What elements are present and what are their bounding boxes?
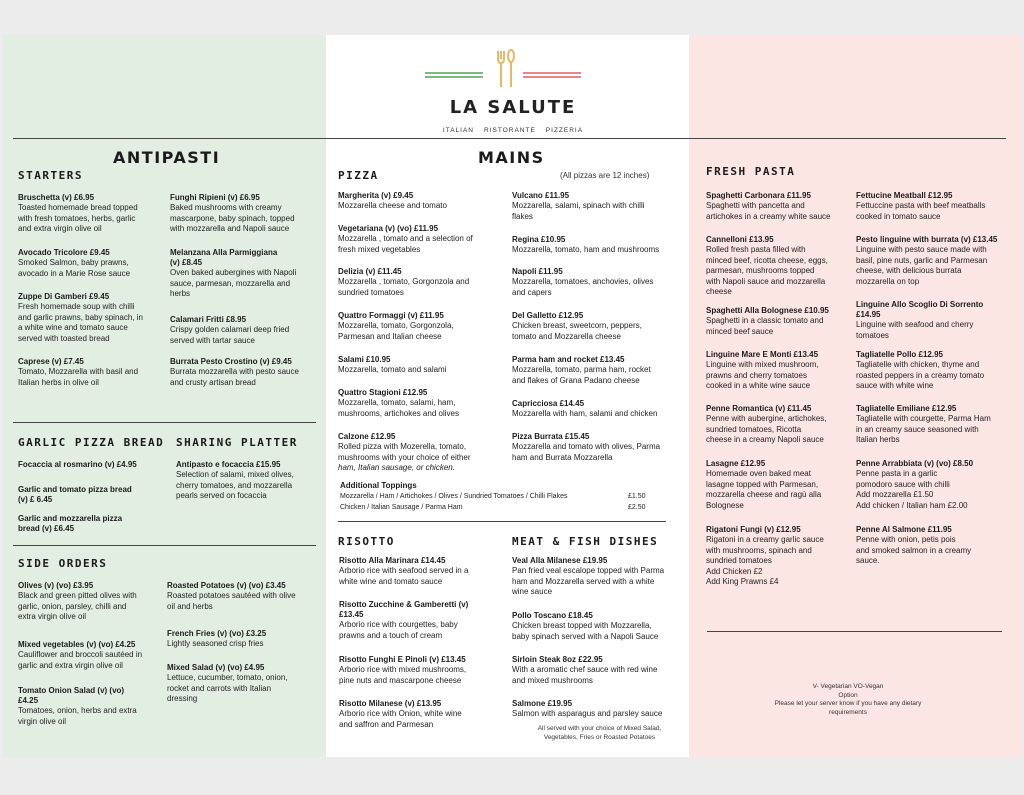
item-desc: Burrata mozzarella with pesto sauce — [170, 367, 299, 376]
item-desc: with Napoli sauce and mozzarella — [706, 276, 826, 286]
item-desc: Tomatoes, onion, herbs and extra — [18, 706, 137, 715]
item-desc: Smoked Salmon, baby prawns, — [18, 258, 129, 267]
item-desc: minced beef, ricotta cheese, eggs, — [706, 255, 828, 265]
menu-item — [512, 399, 684, 420]
menu-item — [338, 432, 508, 474]
item-name: Spaghetti Carbonara £11.95 — [706, 191, 811, 200]
item-name: Rigatoni Fungi (v) £12.95 — [706, 525, 801, 534]
item-desc: Italian herbs — [856, 435, 900, 444]
item-desc: Mozzarella , tomato, Gorgonzola and — [338, 277, 470, 286]
item-name: Roasted Potatoes (v) (vo) £3.45 — [167, 581, 286, 590]
menu-item — [18, 248, 168, 279]
item-name: Penne Arrabbiata (v) (vo) £8.50 — [856, 459, 974, 468]
item-name: Sirloin Steak 8oz £22.95 — [512, 655, 603, 664]
item-name-cont: (v) £8.45 — [170, 258, 203, 267]
item-desc: ham and Burrata Mozzarella — [512, 452, 613, 462]
menu-item — [170, 357, 320, 388]
item-desc: Mozzarella, tomato, salami, ham, — [338, 398, 456, 407]
restaurant-name: LA SALUTE — [449, 97, 577, 118]
item-desc: avocado in a Marie Rose sauce — [18, 268, 131, 278]
menu-item — [338, 355, 508, 376]
item-desc: and smoked salmon in a creamy — [856, 545, 972, 555]
menu-item — [856, 404, 1016, 446]
item-desc: Italian herbs in olive oil — [18, 377, 99, 387]
menu-item — [170, 193, 320, 235]
item-name: Quattro Stagioni £12.95 — [338, 388, 428, 397]
item-desc: With a aromatic chef sauce with red wine — [512, 665, 658, 674]
item-desc: cheese in a creamy Napoli sauce — [706, 435, 824, 444]
tagline-italian: ITALIAN — [442, 127, 475, 134]
item-name: Caprese (v) £7.45 — [18, 357, 84, 366]
item-name: Margherita (v) £9.45 — [338, 191, 414, 200]
item-name: Burrata Pesto Crostino (v) £9.45 — [170, 357, 292, 366]
item-desc: pine nuts and mascarpone cheese — [339, 675, 462, 685]
item-name: Lasagne £12.95 — [706, 459, 766, 468]
item-desc: with mozzarella and Napoli sauce — [170, 224, 290, 233]
item-name: Calamari Fritti £8.95 — [170, 315, 247, 324]
pink-band — [689, 35, 1021, 757]
item-name: Antipasto e focaccia £15.95 — [176, 460, 281, 469]
item-desc: Salmon with asparagus and parsley sauce — [512, 709, 663, 718]
item-name: Spaghetti Alla Bolognese £10.95 — [706, 306, 829, 315]
item-desc: Roasted potatoes sautéed with olive — [167, 591, 296, 600]
item-desc: Add mozzarella £1.50 — [856, 490, 934, 499]
item-name-cont: £4.25 — [18, 696, 39, 705]
menu-item — [338, 191, 508, 212]
item-desc: a white wine and tomato sauce — [18, 323, 128, 332]
item-name: Salmone £19.95 — [512, 699, 573, 708]
item-desc: prawns and cherry tomatoes — [706, 370, 807, 380]
item-desc: Add Chicken £2 — [706, 566, 763, 576]
menu-item — [167, 663, 322, 705]
menu-item — [339, 600, 509, 641]
item-desc: and saffron and Parmesan — [339, 719, 434, 729]
menu-item — [512, 611, 687, 642]
item-desc: pomodoro sauce with chilli — [856, 479, 950, 489]
menu-item — [167, 629, 322, 650]
menu-item — [706, 459, 854, 511]
item-name-cont: (v) £ 6.45 — [18, 495, 53, 504]
tagline-ristorante: RISTORANTE — [484, 127, 536, 134]
item-desc: cooked in tomato sauce — [856, 211, 941, 221]
item-desc: dressing — [167, 694, 198, 703]
item-name-cont: £14.95 — [856, 310, 881, 319]
item-desc: Parmesan and Italian cheese — [338, 331, 442, 341]
menu-item — [338, 388, 508, 419]
pizza-note: (All pizzas are 12 inches) — [560, 171, 650, 180]
item-desc: Rolled fresh pasta filled with — [706, 245, 806, 254]
menu-item — [856, 235, 1016, 287]
item-name: Delizia (v) £11.45 — [338, 267, 402, 276]
menu-item — [706, 235, 854, 298]
item-desc: cheese — [706, 287, 732, 296]
item-name: Del Galletto £12.95 — [512, 311, 584, 320]
item-desc: Lettuce, cucumber, tomato, onion, — [167, 673, 288, 682]
divider — [707, 631, 1002, 632]
toppings-row-price: £2.50 — [628, 504, 646, 511]
item-name: Pollo Toscano £18.45 — [512, 611, 593, 620]
menu-item — [856, 300, 1016, 341]
menu-item — [512, 267, 684, 298]
item-desc: Selection of salami, mixed olives, — [176, 470, 294, 479]
item-name: Melanzana Alla Parmiggiana — [170, 248, 278, 257]
item-desc: Spaghetti in a classic tomato and — [706, 316, 824, 325]
mains-heading: MAINS — [478, 148, 545, 167]
item-name: Penne Al Salmone £11.95 — [856, 525, 952, 534]
menu-item — [706, 191, 854, 222]
dietary-footer — [748, 683, 948, 717]
item-desc: tomato and Mozzarella cheese — [512, 331, 621, 341]
item-desc: cherry tomatoes, and mozzarella — [176, 480, 293, 490]
item-name: Pizza Burrata £15.45 — [512, 432, 590, 441]
header — [423, 45, 603, 145]
item-desc: Mozzarella, tomato and salami — [338, 365, 447, 374]
item-name: Penne Romantica (v) £11.45 — [706, 404, 812, 413]
item-desc: garlic, onion, parsley, chilli and — [18, 601, 127, 611]
item-desc: oil and herbs — [167, 601, 213, 611]
item-desc: extra virgin olive oil — [18, 612, 87, 621]
menu-item — [18, 686, 168, 727]
item-name: Pesto linguine with burrata (v) £13.45 — [856, 235, 998, 244]
item-name: Tagliatelle Pollo £12.95 — [856, 350, 943, 359]
item-name: Capricciosa £14.45 — [512, 399, 585, 408]
menu-item — [856, 350, 1016, 392]
item-desc: Linguine with pesto sauce made with — [856, 245, 987, 254]
item-name: Vegetariana (v) (vo) £11.95 — [338, 224, 439, 233]
item-name: Garlic and mozzarella pizza — [18, 514, 123, 523]
item-desc: minced beef sauce — [706, 326, 774, 336]
item-name: Mixed vegetables (v) (vo) £4.25 — [18, 640, 136, 649]
fresh-pasta-heading: FRESH PASTA — [706, 165, 796, 178]
item-name: Veal Alla Milanese £19.95 — [512, 556, 608, 565]
menu-item — [338, 267, 508, 298]
menu-item — [18, 460, 168, 470]
item-name: Tagliatelle Emiliane £12.95 — [856, 404, 957, 413]
menu-item — [18, 485, 168, 505]
footer-line: requirements — [829, 708, 867, 716]
menu-item — [167, 581, 322, 612]
menu-item — [512, 432, 684, 463]
footer-line: Option — [838, 691, 858, 699]
item-desc: with mushrooms, spinach and — [706, 545, 812, 555]
item-desc: garlic and extra virgin olive oil — [18, 660, 123, 670]
menu-item — [339, 655, 509, 686]
item-name: Bruschetta (v) £6.95 — [18, 193, 95, 202]
menu-item — [856, 191, 1016, 222]
menu-item — [18, 193, 168, 235]
item-desc: Tomato, Mozzarella with basil and — [18, 367, 139, 376]
item-desc: and crusty artisan bread — [170, 377, 256, 387]
item-name: Parma ham and rocket £13.45 — [512, 355, 625, 364]
item-name: French Fries (v) (vo) £3.25 — [167, 629, 267, 638]
pizza-heading: PIZZA — [338, 169, 379, 182]
item-name: Vulcano £11.95 — [512, 191, 570, 200]
toppings-row-text: Mozzarella / Ham / Artichokes / Olives / Sundried Tomatoes / Chilli Flakes — [340, 493, 568, 500]
item-name: Napoli £11.95 — [512, 267, 563, 276]
menu-item — [18, 581, 168, 623]
menu-item — [856, 459, 1016, 511]
menu-item — [18, 640, 168, 671]
item-desc: mozzarella cheese and ragù alla — [706, 490, 822, 499]
item-name: Linguine Mare E Monti £13.45 — [706, 350, 819, 359]
item-name: Tomato Onion Salad (v) (vo) — [18, 686, 125, 695]
item-desc: served with tartar sauce — [170, 335, 255, 345]
item-desc: rocket and carrots with Italian — [167, 683, 272, 693]
item-desc: Mozzarella , tomato and a selection of — [338, 234, 473, 243]
antipasti-heading: ANTIPASTI — [113, 148, 221, 167]
item-desc: Linguine with seafood and cherry — [856, 320, 974, 329]
item-desc: Penne with aubergine, artichokes, — [706, 414, 827, 423]
toppings-row-text: Chicken / Italian Sausage / Parma Ham — [340, 504, 463, 511]
menu-item — [512, 556, 687, 598]
item-desc: mozzarella on top — [856, 276, 920, 286]
cutlery-logo-icon — [423, 45, 603, 95]
menu-item — [512, 235, 684, 256]
sharing-platter-heading: SHARING PLATTER — [176, 436, 298, 449]
item-desc: Mozzarella and tomato with olives, Parma — [512, 442, 661, 451]
item-desc: pearls served on focaccia — [176, 491, 267, 500]
item-name: Risotto Funghi E Pinoli (v) £13.45 — [339, 655, 466, 664]
menu-item — [170, 315, 320, 346]
item-desc: mushrooms, artichokes and olives — [338, 408, 459, 418]
menu-item — [512, 699, 687, 720]
footer-line: V- Vegetarian VO-Vegan — [812, 683, 884, 690]
item-desc: Crispy golden calamari deep fried — [170, 325, 290, 334]
menu-item — [18, 514, 168, 534]
item-desc: Penne with onion, petis pois — [856, 535, 956, 544]
item-desc: and flakes of Grana Padano cheese — [512, 375, 640, 385]
divider — [13, 422, 316, 423]
item-desc: Rolled pizza with Mozerella, tomato, — [338, 442, 467, 451]
item-name: Linguine Allo Scoglio Di Sorrento — [856, 300, 984, 309]
menu-item — [338, 311, 508, 342]
item-desc: Mozzarella, salami, spinach with chilli — [512, 201, 645, 210]
item-name-cont: bread (v) £6.45 — [18, 524, 75, 533]
item-name: Quattro Formaggi (v) £11.95 — [338, 311, 444, 320]
menu-item — [176, 460, 321, 502]
item-desc: sauce. — [856, 556, 880, 565]
item-desc: Fettuccine pasta with beef meatballs — [856, 201, 986, 210]
item-desc: cheese, with delicious burrata — [856, 266, 962, 275]
item-desc: herbs — [170, 289, 191, 298]
item-name: Funghi Ripieni (v) £6.95 — [170, 193, 260, 202]
starters-heading: STARTERS — [18, 169, 83, 182]
item-desc: prawns and a touch of cream — [339, 630, 443, 640]
footnote-line: Vegetables, Fries or Roasted Potatoes — [543, 733, 656, 741]
item-desc: parmesan, mushrooms topped — [706, 266, 815, 275]
item-desc: Mozzarella, tomato, parma ham, rocket — [512, 365, 651, 374]
item-name: Fettucine Meatball £12.95 — [856, 191, 953, 200]
item-desc: Chicken breast, sweetcorn, peppers, — [512, 321, 642, 330]
item-desc: baby spinach served with a Napoli Sauce — [512, 631, 659, 641]
item-desc: ham and Mozzarella served with a white — [512, 576, 655, 586]
item-name: Cannelloni £13.95 — [706, 235, 774, 244]
item-desc: Baked mushrooms with creamy — [170, 203, 282, 212]
risotto-heading: RISOTTO — [338, 535, 395, 548]
footnote-line: All served with your choice of Mixed Salad, — [537, 725, 662, 732]
item-name: Risotto Milanese (v) £13.95 — [339, 699, 442, 708]
menu-item — [856, 525, 1016, 567]
item-desc: Oven baked aubergines with Napoli — [170, 268, 297, 277]
item-desc: with fresh tomatoes, herbs, garlic — [18, 213, 136, 223]
item-desc: Toasted homemade bread topped — [18, 203, 138, 212]
item-desc: fresh mixed vegetables — [338, 244, 421, 254]
menu-item — [170, 248, 320, 300]
mains-footnote — [512, 725, 687, 742]
item-desc: lasagne topped with Parmesan, — [706, 479, 819, 489]
menu-item — [512, 355, 684, 386]
menu-item — [18, 292, 168, 344]
menu-item — [512, 311, 684, 342]
item-desc: and garlic prawns, baby spinach, in — [18, 312, 143, 322]
item-name: Olives (v) (vo) £3.95 — [18, 581, 94, 590]
menu-item — [339, 556, 509, 587]
toppings-row-price: £1.50 — [628, 493, 646, 500]
item-desc: and mixed mushrooms — [512, 675, 593, 685]
item-desc: ham, Italian sausage, or chicken. — [338, 463, 455, 472]
item-desc: Tagliatelle with chicken, thyme and — [856, 360, 980, 369]
item-desc: Penne pasta in a garlic — [856, 469, 938, 478]
item-desc: Add King Prawns £4 — [706, 577, 779, 586]
item-desc: Mozzarella, tomato, ham and mushrooms — [512, 245, 660, 254]
menu-item — [512, 191, 684, 222]
item-desc: and capers — [512, 287, 552, 297]
side-orders-heading: SIDE ORDERS — [18, 557, 108, 570]
item-name: Salami £10.95 — [338, 355, 391, 364]
item-desc: Cauliflower and broccoli sautéed in — [18, 650, 143, 659]
item-name: Calzone £12.95 — [338, 432, 396, 441]
item-desc: mushrooms with your choice of either — [338, 452, 471, 462]
tagline-pizzeria: PIZZERIA — [545, 127, 584, 134]
item-desc: Pan fried veal escalope topped with Parma — [512, 566, 665, 575]
item-desc: Add chicken / Italian ham £2.00 — [856, 500, 968, 510]
menu-item — [706, 404, 854, 446]
menu-item — [18, 357, 168, 388]
toppings-heading: Additional Toppings — [340, 481, 417, 490]
item-desc: Linguine with mixed mushroom, — [706, 360, 819, 369]
item-desc: Arborio rice with Onion, white wine — [339, 709, 462, 718]
item-desc: white wine and tomato sauce — [339, 576, 443, 586]
item-desc: Arborio rice with mixed mushrooms, — [339, 665, 467, 674]
menu-item — [706, 350, 854, 392]
item-desc: Bolognese — [706, 500, 744, 510]
item-desc: Chicken breast topped with Mozzarella, — [512, 621, 652, 630]
item-desc: in an creamy sauce seasoned with — [856, 424, 979, 434]
item-desc: virgin olive oil — [18, 716, 67, 726]
item-desc: sundried tomatoes, Ricotta — [706, 424, 802, 434]
item-desc: cooked in a white wine sauce — [706, 381, 811, 390]
item-desc: Arborio rice with courgettes, baby — [339, 620, 458, 629]
item-desc: sundried tomatoes — [706, 556, 772, 565]
additional-toppings — [340, 481, 660, 491]
item-desc: basil, pine nuts, garlic and Parmesan — [856, 255, 988, 265]
item-desc: Homemade oven baked meat — [706, 469, 811, 478]
item-name: Mixed Salad (v) (vo) £4.95 — [167, 663, 265, 672]
menu-item — [339, 699, 509, 730]
item-desc: served with toasted bread — [18, 333, 110, 343]
meat-fish-heading: MEAT & FISH DISHES — [512, 535, 659, 548]
item-name: Risotto Alla Marinara £14.45 — [339, 556, 446, 565]
item-name: Garlic and tomato pizza bread — [18, 485, 132, 494]
item-name: Focaccia al rosmarino (v) £4.95 — [18, 460, 137, 469]
item-name: Avocado Tricolore £9.45 — [18, 248, 110, 257]
item-desc: Fresh homemade soup with chilli — [18, 302, 135, 311]
item-desc: and extra virgin olive oil — [18, 224, 102, 233]
footer-line: Please let your server know if you have any dietary — [774, 700, 922, 707]
item-desc: Mozzarella, tomato, Gorgonzola, — [338, 321, 454, 330]
item-desc: Rigatoni in a creamy garlic sauce — [706, 535, 824, 544]
item-desc: Mozzarella cheese and tomato — [338, 201, 447, 210]
item-desc: Tagliatelle with courgette, Parma Ham — [856, 414, 991, 423]
item-desc: sauce, parmesan, mozzarella and — [170, 278, 291, 288]
item-name: Risotto Zucchine & Gamberetti (v) — [339, 600, 469, 609]
item-desc: Lightly seasoned crisp fries — [167, 639, 264, 648]
menu-item — [338, 224, 508, 255]
item-desc: sundried tomatoes — [338, 287, 404, 297]
item-name: Regina £10.95 — [512, 235, 566, 244]
divider — [13, 545, 316, 546]
item-desc: Arborio rice with seafood served in a — [339, 566, 469, 575]
item-desc: roasted peppers in a creamy tomato — [856, 370, 985, 380]
item-name: Zuppe Di Gamberi £9.45 — [18, 292, 110, 301]
item-desc: mascarpone, baby spinach, topped — [170, 213, 295, 223]
item-desc: Mozzarella with ham, salami and chicken — [512, 409, 658, 418]
item-desc: Mozzarella, tomatoes, anchovies, olives — [512, 277, 654, 286]
item-desc: flakes — [512, 211, 533, 221]
menu-item — [706, 525, 854, 588]
menu-page — [3, 35, 1021, 757]
item-desc: Spaghetti with pancetta and — [706, 201, 805, 210]
item-desc: artichokes in a creamy white sauce — [706, 211, 831, 221]
menu-item — [706, 306, 854, 337]
header-rule — [13, 138, 1006, 139]
item-desc: wine sauce — [512, 587, 553, 596]
garlic-bread-heading: GARLIC PIZZA BREAD — [18, 436, 165, 449]
divider — [338, 521, 666, 522]
item-desc: tomatoes — [856, 330, 889, 340]
item-name-cont: £13.45 — [339, 610, 364, 619]
item-desc: Black and green pitted olives with — [18, 591, 137, 600]
menu-item — [512, 655, 687, 686]
item-desc: sauce with white wine — [856, 381, 934, 390]
restaurant-tagline — [423, 127, 603, 134]
